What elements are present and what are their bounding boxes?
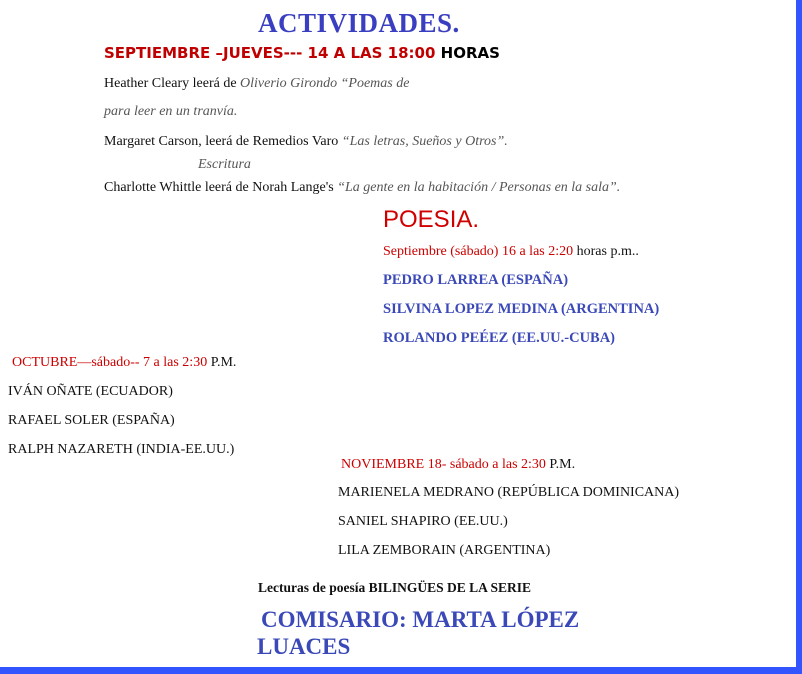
reading-work: “Las letras, Sueños y Otros”. <box>341 134 508 149</box>
reading-reader: Margaret Carson, leerá de Remedios Varo <box>104 134 339 149</box>
poet-item: SANIEL SHAPIRO (EE.UU.) <box>338 514 508 529</box>
september-heading-hours: HORAS <box>440 44 500 62</box>
poesia-heading: POESIA. <box>383 206 480 233</box>
september-heading-date: SEPTIEMBRE –JUEVES--- 14 A LAS 18:00 <box>104 44 436 62</box>
poet-item: PEDRO LARREA (ESPAÑA) <box>383 272 569 288</box>
reading-continuation: para leer en un tranvía. <box>104 104 238 119</box>
october-date-text: OCTUBRE—sábado-- 7 a las 2:30 <box>12 355 208 370</box>
right-border <box>796 0 802 674</box>
curator-line-2: LUACES <box>257 634 351 659</box>
poet-item: MARIENELA MEDRANO (REPÚBLICA DOMINICANA) <box>338 485 680 500</box>
november-date-text: NOVIEMBRE 18- sábado a las 2:30 <box>341 457 546 472</box>
poet-item: SILVINA LOPEZ MEDINA (ARGENTINA) <box>383 301 660 317</box>
october-date-time: P.M. <box>210 355 237 370</box>
september-heading <box>104 44 500 62</box>
reading-work: “La gente en la habitación / Personas en la sala”. <box>337 180 621 195</box>
page-title: ACTIVIDADES. <box>258 8 460 38</box>
poet-item: IVÁN OÑATE (ECUADOR) <box>8 384 173 399</box>
series-note: Lecturas de poesía BILINGÜES DE LA SERIE <box>258 580 532 595</box>
reading-cleary <box>104 76 409 92</box>
bottom-border <box>0 667 802 674</box>
reading-reader: Heather Cleary leerá de <box>104 76 237 91</box>
poet-item: ROLANDO PEÉEZ (EE.UU.-CUBA) <box>383 330 616 346</box>
november-date-time: P.M. <box>549 457 576 472</box>
reading-work: Oliverio Girondo “Poemas de <box>240 76 410 91</box>
reading-reader: Charlotte Whittle leerá de Norah Lange's <box>104 180 334 195</box>
november-date <box>341 457 575 473</box>
curator-line-1: COMISARIO: MARTA LÓPEZ <box>261 607 580 632</box>
reading-carson <box>104 134 508 150</box>
poet-item: RALPH NAZARETH (INDIA-EE.UU.) <box>8 442 235 457</box>
reading-whittle <box>104 180 620 196</box>
reading-continuation: Escritura <box>198 157 251 172</box>
poesia-date-text: Septiembre (sábado) 16 a las 2:20 <box>383 244 574 259</box>
october-date <box>12 355 236 371</box>
poet-item: LILA ZEMBORAIN (ARGENTINA) <box>338 543 551 558</box>
poesia-date <box>383 244 639 260</box>
poesia-date-hours: horas p.m.. <box>576 244 639 259</box>
poet-item: RAFAEL SOLER (ESPAÑA) <box>8 413 175 428</box>
